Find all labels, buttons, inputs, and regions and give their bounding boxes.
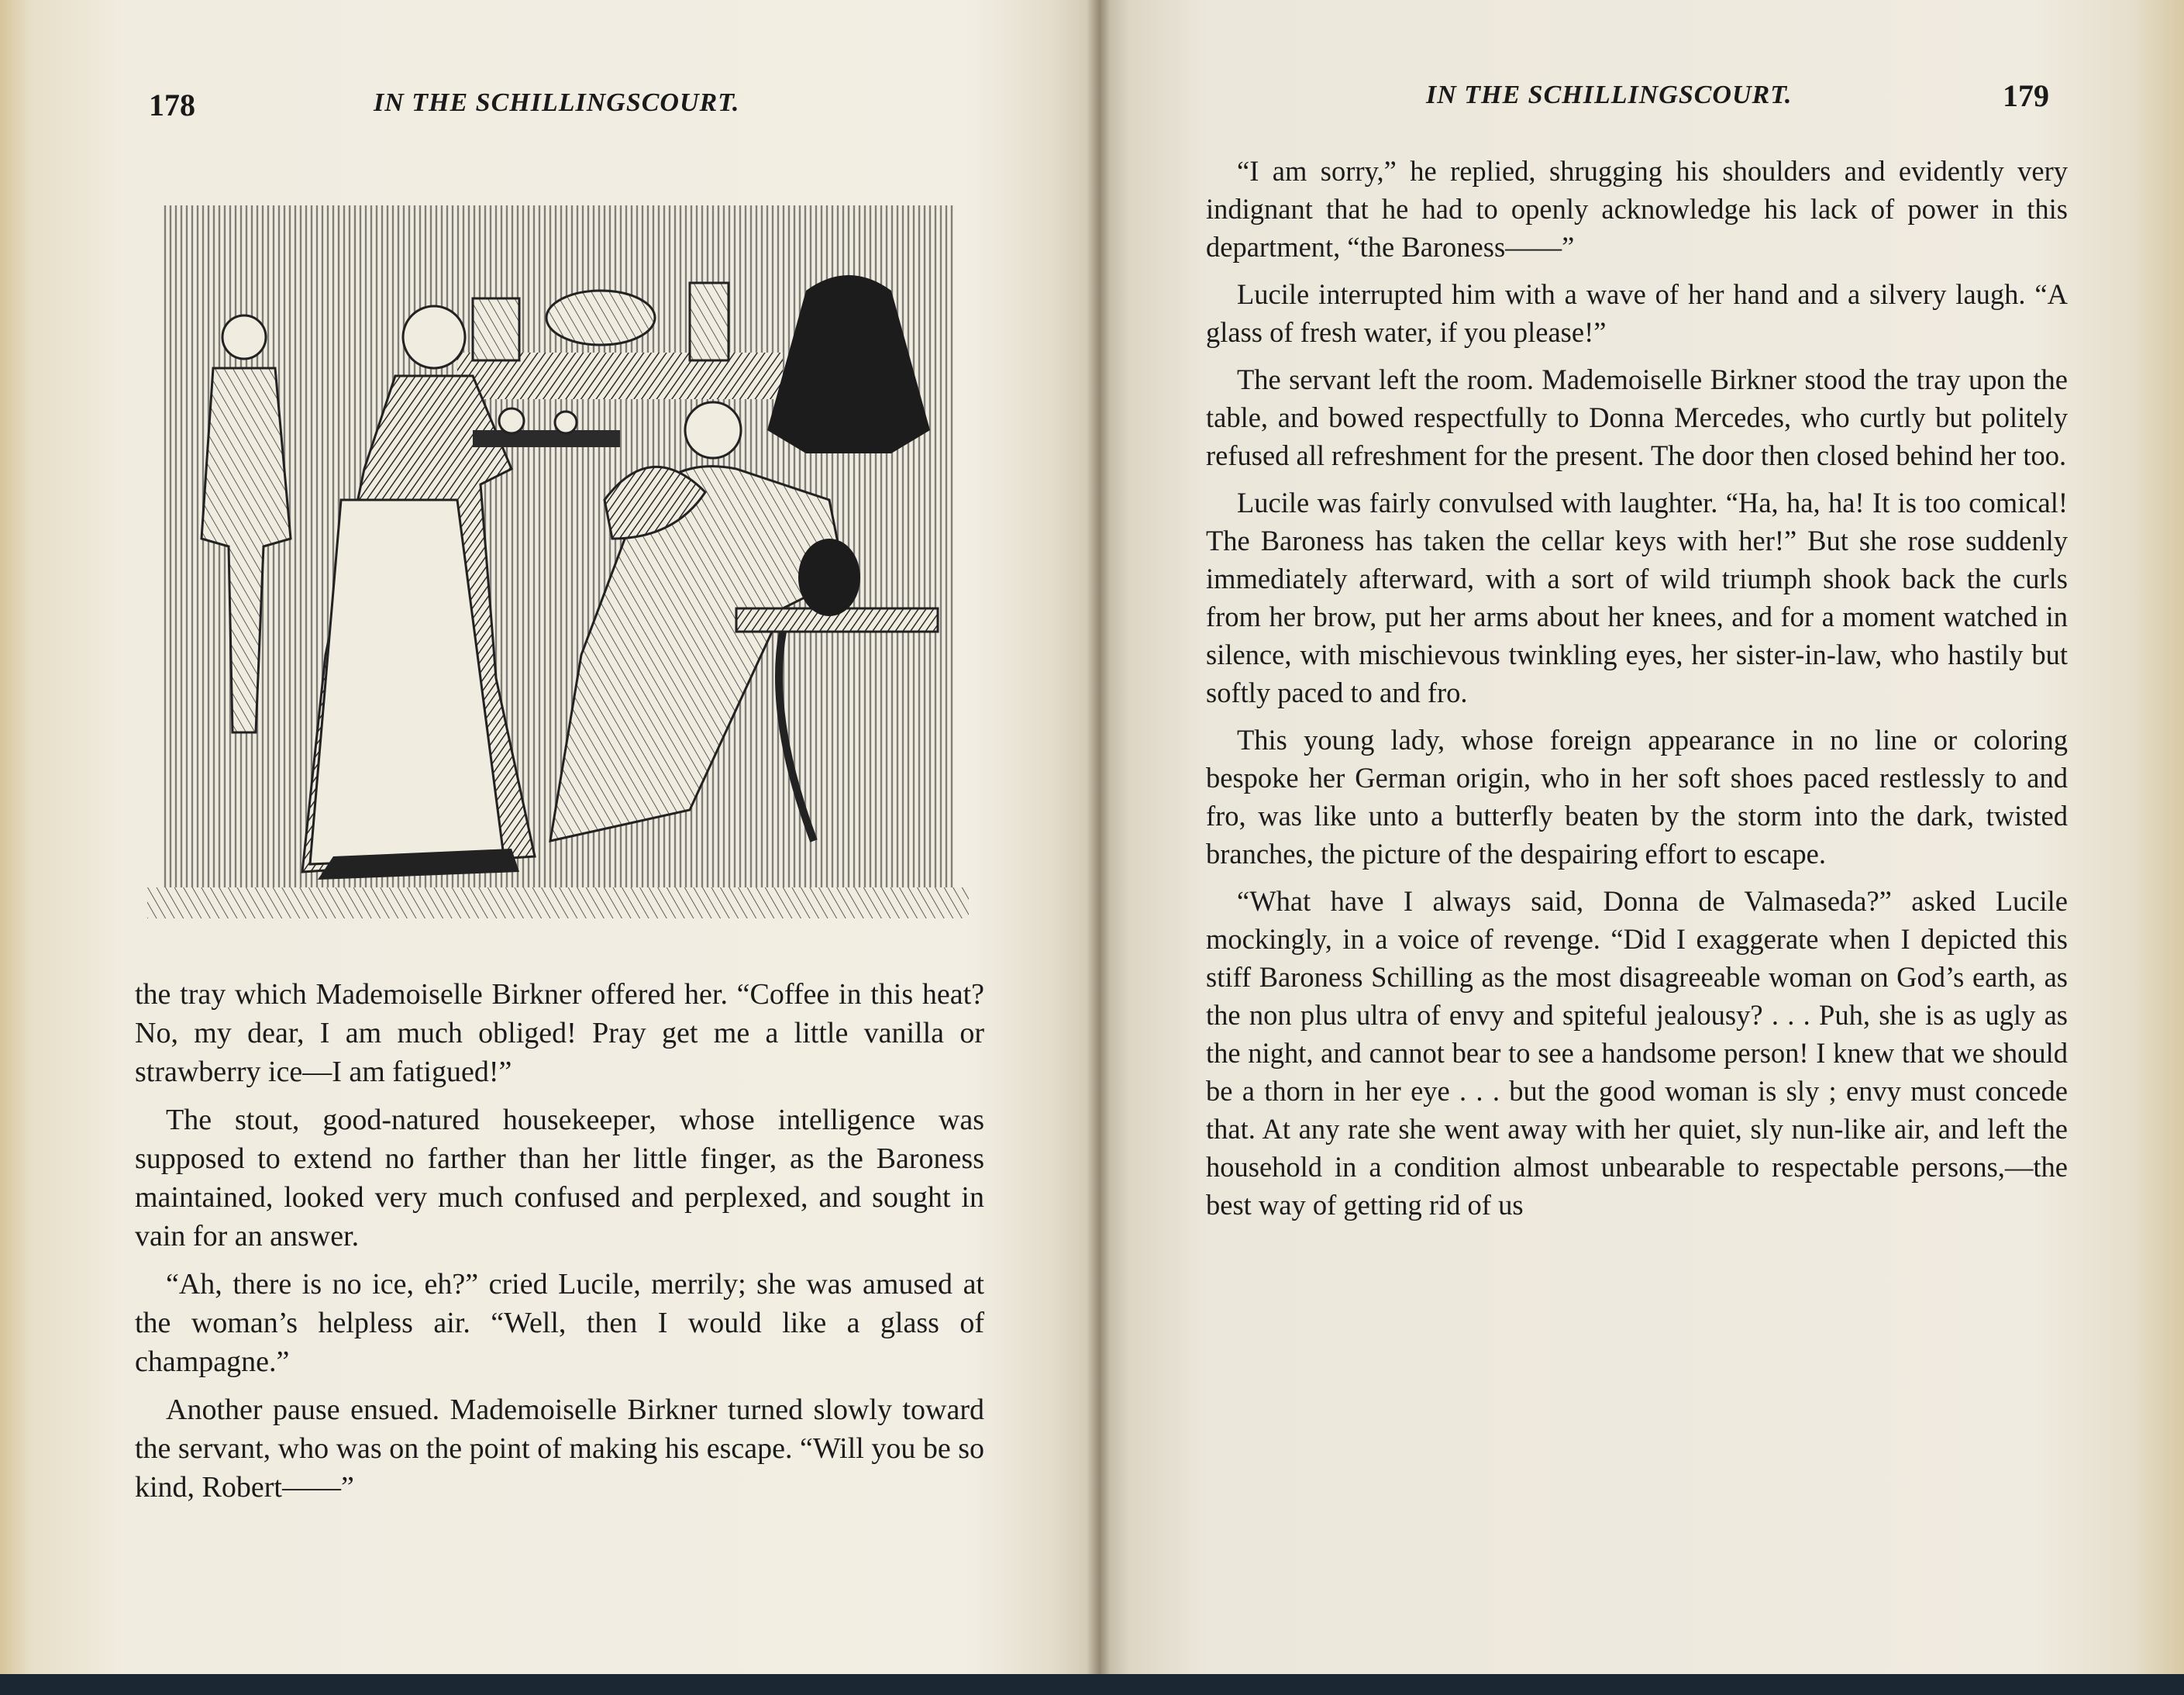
page-number-left: 178: [149, 88, 195, 122]
right-page: [1099, 0, 2184, 1674]
paragraph: “Ah, there is no ice, eh?” cried Lucile, merrily; she was amused at the woman’s helpless air. “Well, then I would like a glass of champagne.”: [135, 1268, 984, 1378]
paragraph: “What have I always said, Donna de Valmaseda?” asked Lucile mockingly, in a voice of revenge. “Did I exaggerate when I depicted this stiff Baroness Schilling as the most disagreeable woman on God’s earth, as the non plus ultra of envy and spiteful jealousy? . . . Puh, she is as ugly as the night, and cannot bear to see a handsome person! I knew that we should be a thorn in her eye . . . but the good woman is sly ; envy must concede that. At any rate she went away with her quiet, sly nun-like air, and left the household in a condition almost unbearable to respectable persons,—the best way of getting rid of us: [1206, 885, 2068, 1221]
right-page-text: [1206, 152, 2068, 1233]
running-head-right: IN THE SCHILLINGSCOURT.: [1426, 81, 1793, 109]
paragraph: Lucile was fairly convulsed with laughter. “Ha, ha, ha! It is too comical! The Baroness has taken the cellar keys with her!” But she rose suddenly immediately afterward, with a sort of wild triumph shook back the curls from her brow, put her arms about her knees, and for a moment watched in silence, with mischievous twinkling eyes, her sister-in-law, who hastily but softly paced to and fro.: [1206, 487, 2068, 708]
left-page: [0, 0, 1099, 1674]
paragraph: the tray which Mademoiselle Birkner offered her. “Coffee in this heat? No, my dear, I am much obliged! Pray get me a little vanilla or strawberry ice—I am fatigued!”: [135, 978, 984, 1088]
paragraph: “I am sorry,” he replied, shrugging his shoulders and evidently very indignant that he had to openly acknowledge his lack of power in this department, “the Baroness——”: [1206, 155, 2068, 263]
paragraph: Lucile interrupted him with a wave of her hand and a silvery laugh. “A glass of fresh water, if you please!”: [1206, 278, 2068, 348]
paragraph: This young lady, whose foreign appearance in no line or coloring bespoke her German origin, who in her soft shoes paced restlessly to and fro, was like unto a butterfly beaten by the storm into the dark, twisted branches, the picture of the despairing effort to escape.: [1206, 724, 2068, 870]
paragraph: The servant left the room. Mademoiselle Birkner stood the tray upon the table, and bowed respectfully to Donna Mercedes, who curtly but politely refused all refreshment for the present. The door then closed behind her too.: [1206, 363, 2068, 471]
paragraph: The stout, good-natured housekeeper, whose intelligence was supposed to extend no farther than her little finger, as the Baroness maintained, looked very much confused and perplexed, and sought in vain for an answer.: [135, 1104, 984, 1252]
scan-background: [0, 1674, 2184, 1695]
running-head-left: IN THE SCHILLINGSCOURT.: [374, 88, 740, 117]
left-page-text: [135, 975, 984, 1516]
page-number-right: 179: [2003, 78, 2049, 113]
engraving-illustration: [147, 174, 969, 942]
paragraph: Another pause ensued. Mademoiselle Birkner turned slowly toward the servant, who was on the point of making his escape. “Will you be so kind, Robert——”: [135, 1394, 985, 1504]
book-gutter: [1087, 0, 1110, 1674]
